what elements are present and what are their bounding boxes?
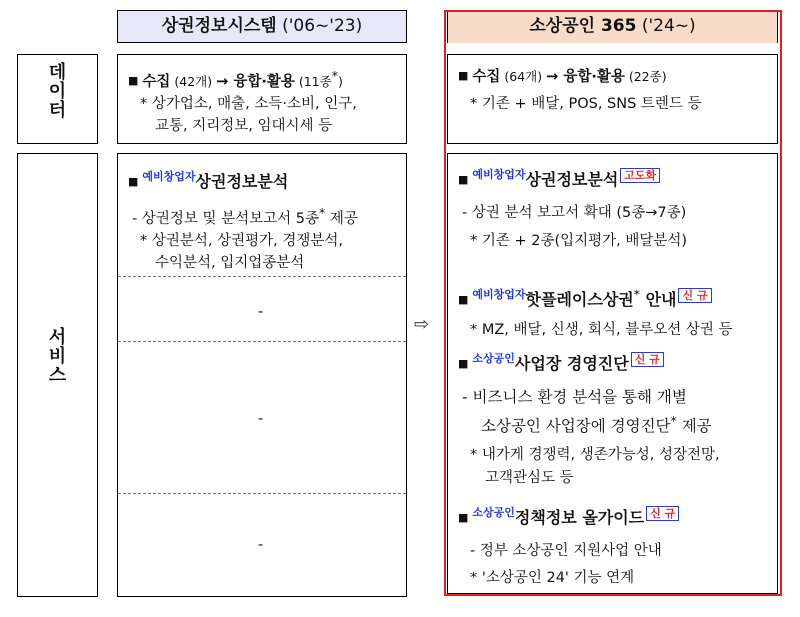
service-note: * 기존 + 2종(입지평가, 배달분석) — [470, 233, 688, 249]
service-line-end: 제공 — [676, 417, 712, 436]
service-name: 상권정보분석 — [525, 170, 619, 189]
service-line-text: 소상공인 사업장에 경영진단 — [481, 417, 671, 436]
upgrade-badge: 고도화 — [620, 168, 660, 183]
new-badge: 신 규 — [678, 288, 711, 303]
footnote-mark: * — [318, 205, 326, 220]
target-prospective-founder: 예비창업자 — [472, 288, 526, 301]
legacy-data-box — [117, 54, 407, 144]
transition-arrow-icon: ⇨ — [414, 314, 430, 335]
row-label-data-char: 터 — [48, 99, 67, 121]
fuse-label: 융합·활용 — [558, 69, 625, 85]
footnote-mark: * — [331, 68, 338, 83]
header-legacy-system — [117, 10, 407, 43]
service-item-hotplace: ■ $^{예비창업자}$핫플레이스상권* 안내 신 규 — [458, 286, 712, 310]
service-name: 정책정보 올가이드 — [514, 508, 645, 527]
footnote-mark: * — [633, 286, 640, 302]
divider — [118, 493, 406, 494]
service-name: 사업장 경영진단 — [514, 354, 629, 373]
service-line: - 비즈니스 환경 분석을 통해 개별 — [462, 388, 687, 406]
collect-label: 수집 — [142, 73, 171, 90]
legacy-system-period: ('06~'23) — [276, 16, 363, 36]
empty-row-marker: - — [258, 537, 264, 553]
legacy-system-title: 상권정보시스템 — [161, 16, 277, 36]
service-note: * '소상공인 24' 기능 연계 — [470, 570, 635, 586]
row-label-service — [17, 153, 98, 597]
divider — [118, 276, 406, 277]
fuse-count: (11종 — [294, 73, 332, 89]
new-data-summary: ■ 수집 (64개) → 융합·활용 (22종) — [458, 69, 667, 85]
footnote-mark: * — [670, 413, 677, 428]
legacy-data-note-1: * 상가업소, 매출, 소득·소비, 인구, — [140, 96, 357, 112]
target-prospective-founder: 예비창업자 — [472, 168, 526, 181]
service-name: 핫플레이스상권 — [525, 290, 634, 309]
service-line: - 정부 소상공인 지원사업 안내 — [470, 543, 662, 559]
row-label-data-char: 이 — [48, 80, 67, 102]
service-note: * 내가게 경쟁력, 생존가능성, 성장전망, — [470, 447, 720, 463]
arrow: → — [546, 69, 559, 85]
service-line: - 상권 분석 보고서 확대 (5종→7종) — [462, 205, 687, 221]
service-item-business-diagnosis: ■ $^{소상공인}$사업장 경영진단 신 규 — [458, 350, 664, 374]
legacy-service-line — [132, 202, 358, 230]
target-small-business: 소상공인 — [472, 506, 515, 519]
service-note: * MZ, 배달, 신생, 회식, 블루오션 상권 등 — [470, 322, 733, 338]
row-label-service-char: 서 — [48, 327, 67, 348]
legacy-service-note-1: * 상권분석, 상권평가, 경쟁분석, — [140, 233, 343, 249]
service-name: 상권정보분석 — [195, 172, 289, 191]
empty-row-marker: - — [258, 304, 264, 320]
arrow: → — [216, 73, 229, 90]
fuse-count: (22종) — [624, 69, 667, 84]
service-note-2: 고객관심도 등 — [485, 470, 574, 486]
target-prospective-founder: 예비창업자 — [142, 170, 196, 183]
service-name-end: 안내 — [640, 290, 677, 309]
legacy-service-line-end: 제공 — [325, 210, 358, 227]
new-badge: 신 규 — [631, 352, 664, 367]
service-item-commercial-analysis: ■ $^{예비창업자}$상권정보분석 고도화 — [458, 166, 660, 190]
legacy-data-summary: ■ 수집 (42개) → 융합·활용 (11종*) — [128, 68, 343, 90]
collect-label: 수집 — [472, 69, 501, 85]
legacy-service-box — [117, 153, 407, 597]
collect-count: (64개) — [500, 69, 547, 84]
divider — [118, 341, 406, 342]
fuse-count-close: ) — [337, 73, 343, 89]
row-label-data — [17, 54, 98, 144]
target-small-business: 소상공인 — [472, 352, 515, 365]
legacy-data-note-2: 교통, 지리정보, 임대시세 등 — [155, 118, 333, 134]
row-label-service-char: 비 — [48, 345, 67, 367]
row-label-service-char: 스 — [48, 364, 67, 386]
fuse-label: 융합·활용 — [228, 73, 295, 90]
new-badge: 신 규 — [646, 506, 679, 521]
new-data-note: * 기존 + 배달, POS, SNS 트렌드 등 — [470, 96, 702, 112]
row-label-data-char: 데 — [48, 62, 67, 83]
new-system-period: ('24~) — [636, 16, 696, 36]
empty-row-marker: - — [258, 411, 264, 427]
collect-count: (42개) — [170, 73, 217, 89]
legacy-service-line-text: - 상권정보 및 분석보고서 5종 — [132, 210, 319, 227]
new-system-title: 소상공인 365 — [529, 16, 637, 36]
highlight-frame — [444, 10, 782, 596]
legacy-service-title: ■ $^{예비창업자}$상권정보분석 — [128, 170, 289, 191]
service-item-policy-guide: ■ $^{소상공인}$정책정보 올가이드 신 규 — [458, 504, 679, 528]
legacy-service-note-2: 수익분석, 입지업종분석 — [155, 255, 305, 271]
